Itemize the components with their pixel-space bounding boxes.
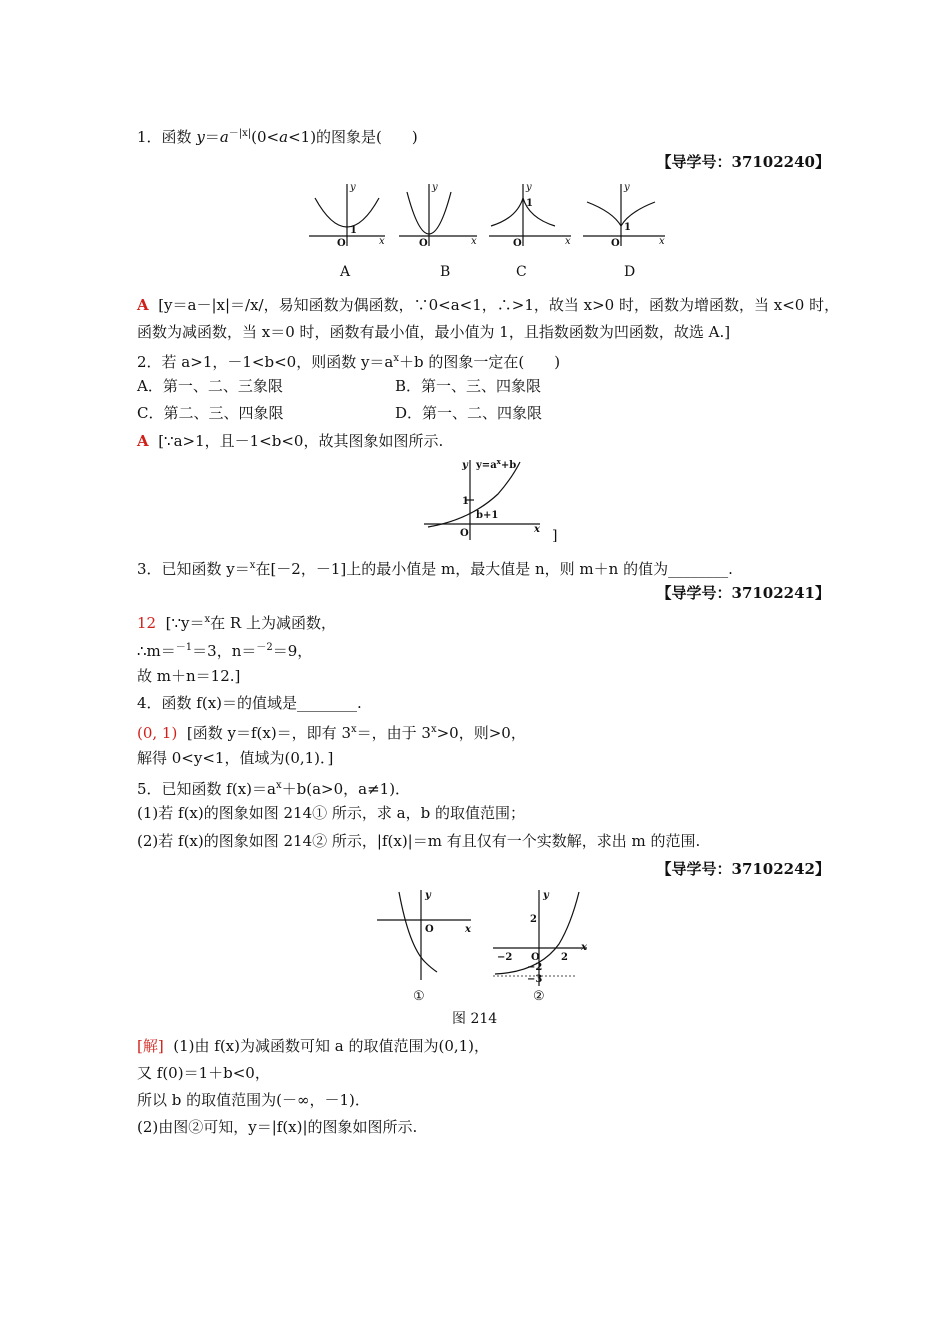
svg-text:O: O: [337, 238, 346, 249]
q2-answer-line: A [∵a>1，且－1<b<0，故其图象如图所示.: [137, 432, 444, 450]
q2-option-b: B．第一、三、四象限: [395, 377, 542, 395]
svg-text:x: x: [465, 924, 471, 935]
q2-option-a: A．第一、二、三象限: [137, 377, 283, 395]
svg-text:y: y: [624, 182, 630, 193]
q1-stem: 1．函数 $y=a^{-|x|}(0<a<1)$的图象是( ): [137, 128, 418, 146]
svg-text:2: 2: [561, 952, 568, 963]
svg-text:x: x: [471, 236, 477, 247]
svg-text:O: O: [611, 238, 620, 249]
svg-text:O: O: [425, 924, 434, 935]
q5-solution-line-4: (2)由图②可知，y＝|f(x)|的图象如图所示.: [137, 1118, 418, 1136]
q3-stem: 3．已知函数 y＝$^x$在[－2，－1]上的最小值是 m，最大值是 n，则 m＋n 的值为________.: [137, 560, 733, 578]
q2-option-d: D．第一、二、四象限: [395, 404, 543, 422]
q5-part-1: (1)若 f(x)的图象如图 214① 所示，求 a，b 的取值范围；: [137, 804, 525, 822]
q5-solution-line-1: [解] (1)由 f(x)为减函数可知 a 的取值范围为(0,1)，: [137, 1037, 490, 1055]
q4-explain-line-2: 解得 0<y<1，值域为(0,1)．]: [137, 749, 334, 767]
svg-text:y: y: [526, 182, 532, 193]
svg-text:y: y: [425, 890, 431, 901]
svg-text:−2: −2: [527, 962, 543, 973]
svg-text:y: y: [432, 182, 438, 193]
q4-answer-line: (0, 1) [函数 y＝f(x)＝，即有 $3^x=$，由于 $3^x>0$，则>0，: [137, 724, 526, 742]
q1-option-label-a: A: [340, 264, 351, 280]
q5-stem: 5．已知函数 $f(x)=a^x+b(a>0$，a≠1)．: [137, 780, 411, 798]
svg-text:1: 1: [350, 225, 357, 236]
q1-option-label-c: C: [516, 264, 527, 280]
q3-explain-line-2: ∴m＝$^{-1}$＝3，n＝$^{-2}$＝9，: [137, 642, 313, 660]
svg-text:−2: −2: [497, 952, 513, 963]
svg-text:−3: −3: [527, 974, 543, 985]
svg-text:y=ax+b: $y=a^x+b$: [476, 457, 517, 471]
q5-solution-line-2: 又 f(0)＝1＋b<0，: [137, 1064, 270, 1082]
q5-guide-number: 【导学号：37102242】: [656, 860, 830, 878]
q2-stem: 2．若 a>1，－1<b<0，则函数 $y=a^x+b$ 的图象一定在( ): [137, 353, 561, 371]
svg-text:①: ①: [413, 989, 425, 1004]
q5-figure-caption: 图 214: [452, 1011, 498, 1027]
q1-explain-line-2: 函数为减函数，当 x＝0 时，函数有最小值，最小值为 1，且指数函数为凹函数，故选 A.]: [137, 323, 731, 341]
q1-answer-line: A [y＝a－|x|＝/x/，易知函数为偶函数，∵0<a<1，∴>1，故当 x>0 时，函数为增函数，当 x<0 时，: [137, 296, 840, 314]
q1-option-graphs: [305, 178, 675, 250]
q3-guide-number: 【导学号：37102241】: [656, 584, 830, 602]
svg-text:b+1: b+1: [476, 510, 499, 521]
svg-text:x: x: [581, 942, 587, 953]
svg-text:x: x: [565, 236, 571, 247]
svg-text:1: 1: [526, 198, 533, 209]
q5-solution-line-3: 所以 b 的取值范围为(－∞，－1)．: [137, 1091, 370, 1109]
q3-explain-line-3: 故 m＋n＝12.]: [137, 667, 241, 685]
svg-text:x: x: [379, 236, 385, 247]
svg-text:1: 1: [624, 222, 631, 233]
svg-text:②: ②: [533, 989, 545, 1004]
q1-guide-number: 【导学号：37102240】: [656, 153, 830, 171]
q2-option-c: C．第二、三、四象限: [137, 404, 284, 422]
svg-text:x: x: [659, 236, 665, 247]
svg-text:O: O: [531, 952, 540, 963]
q2-options-row-1: [137, 376, 283, 396]
q5-part-2: (2)若 f(x)的图象如图 214② 所示，|f(x)|＝m 有且仅有一个实数解，求出 m 的范围.: [137, 832, 701, 850]
svg-text:]: ]: [552, 528, 558, 542]
svg-text:O: O: [513, 238, 522, 249]
q4-stem: 4．函数 f(x)＝的值域是________.: [137, 694, 362, 712]
svg-text:O: O: [460, 528, 469, 539]
q2-graph: [420, 456, 570, 542]
q1-option-label-d: D: [624, 264, 636, 280]
svg-text:2: 2: [530, 914, 537, 925]
svg-text:1: 1: [462, 496, 469, 507]
svg-text:y: y: [350, 182, 356, 193]
svg-text:O: O: [419, 238, 428, 249]
svg-text:x: x: [534, 524, 540, 535]
svg-text:y: y: [462, 460, 468, 471]
svg-text:y: y: [543, 890, 549, 901]
q5-figures: [375, 886, 605, 1004]
q3-answer-line: 12 [∵y＝$^x$在 R 上为减函数，: [137, 614, 336, 632]
q1-option-label-b: B: [440, 264, 451, 280]
